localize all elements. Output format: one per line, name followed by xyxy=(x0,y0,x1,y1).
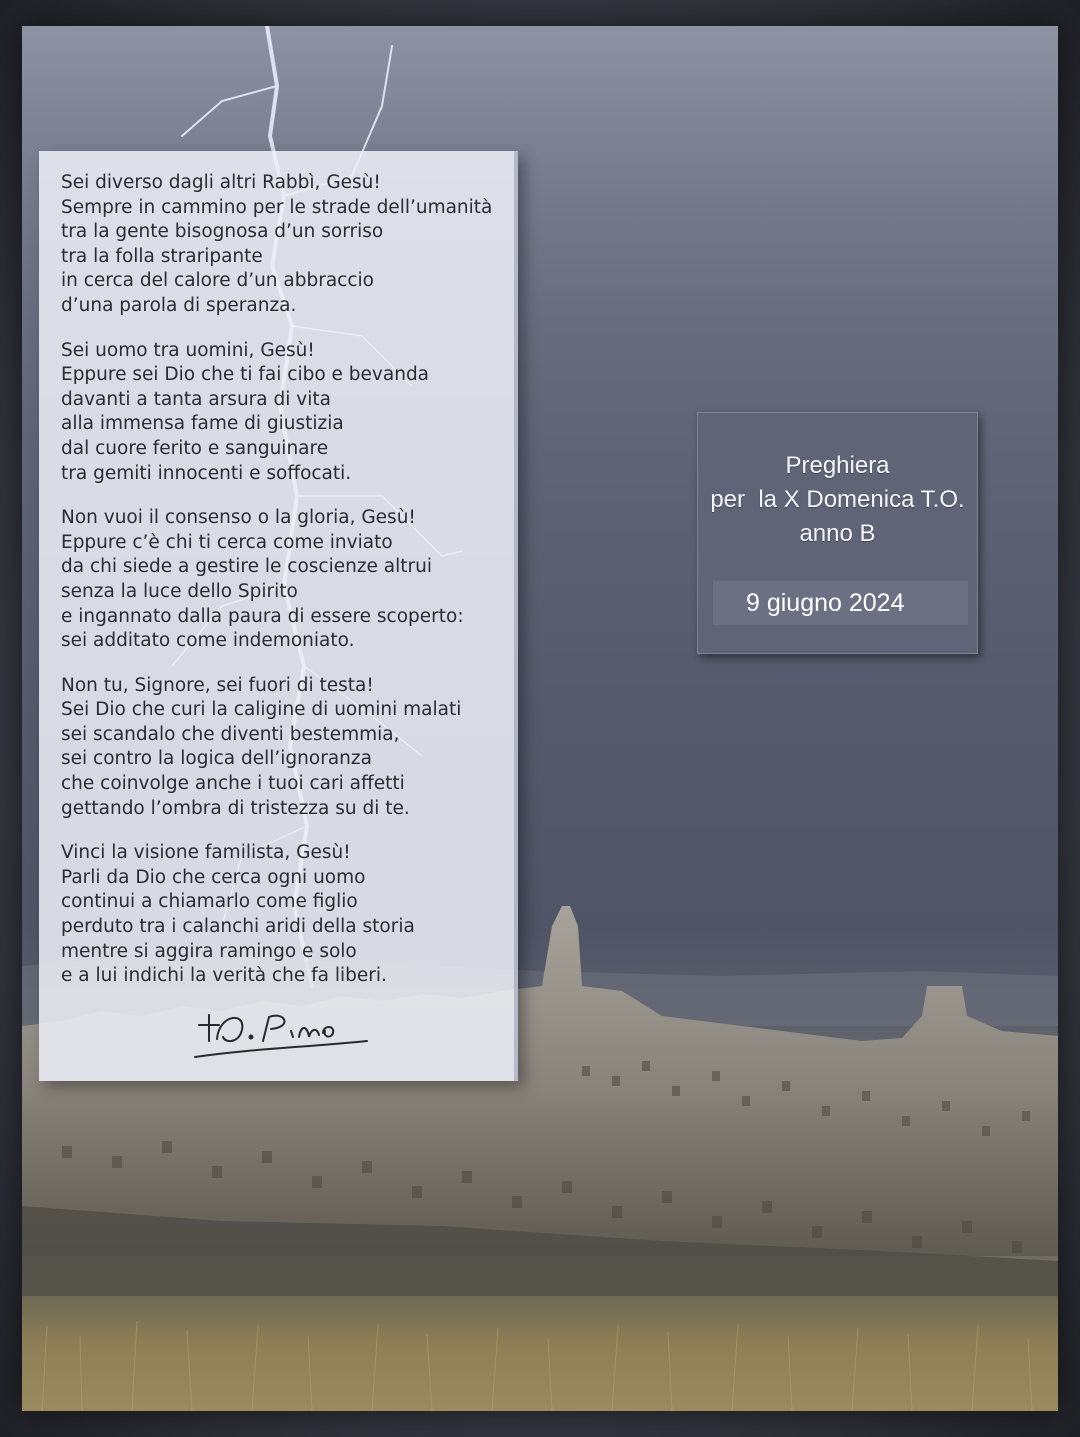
poem-line: Sempre in cammino per le strade dell’umanità xyxy=(61,196,493,218)
poem-line: in cerca del calore d’un abbraccio xyxy=(61,270,374,292)
poem-line: Sei uomo tra uomini, Gesù! xyxy=(61,339,315,361)
poem-line: sei scandalo che diventi bestemmia, xyxy=(61,723,400,745)
field xyxy=(22,1296,1058,1411)
date-bar xyxy=(713,581,968,625)
poem-line: sei contro la logica dell’ignoranza xyxy=(61,748,372,770)
stanza xyxy=(61,171,501,319)
stanza xyxy=(61,339,501,487)
date-text: 9 giugno 2024 xyxy=(746,589,905,617)
poem-line: senza la luce dello Spirito xyxy=(61,580,298,602)
poem-line: che coinvolge anche i tuoi cari affetti xyxy=(61,773,405,795)
poem-line: Vinci la visione familista, Gesù! xyxy=(61,842,351,864)
title-line: per la X Domenica T.O. xyxy=(710,486,965,513)
poem-line: d’una parola di speranza. xyxy=(61,294,297,316)
poem-line: dal cuore ferito e sanguinare xyxy=(61,437,329,459)
stanza xyxy=(61,506,501,654)
poem-line: da chi siede a gestire le coscienze altrui xyxy=(61,556,433,578)
title-line: anno B xyxy=(799,520,876,547)
poem-line: Eppure c’è chi ti cerca come inviato xyxy=(61,531,393,553)
poem-panel xyxy=(39,151,518,1081)
poem-line: tra la gente bisognosa d’un sorriso xyxy=(61,221,384,243)
poem-line: e a lui indichi la verità che fa liberi. xyxy=(61,965,387,987)
stanza xyxy=(61,841,501,989)
poem-line: Parli da Dio che cerca ogni uomo xyxy=(61,866,366,888)
poem-line: perduto tra i calanchi aridi della storia xyxy=(61,916,415,938)
poem-line: continui a chiamarlo come figlio xyxy=(61,891,358,913)
poem-line: davanti a tanta arsura di vita xyxy=(61,388,331,410)
title-text xyxy=(698,449,977,551)
poem-line: gettando l’ombra di tristezza su di te. xyxy=(61,797,410,819)
poem-line: alla immensa fame di giustizia xyxy=(61,413,344,435)
title-box xyxy=(697,412,978,654)
poem-line: Non vuoi il consenso o la gloria, Gesù! xyxy=(61,507,416,529)
poem-line: mentre si aggira ramingo e solo xyxy=(61,940,357,962)
title-line: Preghiera xyxy=(785,452,890,479)
poem-line: Non tu, Signore, sei fuori di testa! xyxy=(61,674,374,696)
poem-line: tra la folla straripante xyxy=(61,245,263,267)
stanza xyxy=(61,674,501,822)
poem-line: Sei diverso dagli altri Rabbì, Gesù! xyxy=(61,172,381,193)
signature xyxy=(189,1003,379,1067)
poem-line: sei additato come indemoniato. xyxy=(61,630,355,652)
poem-line: tra gemiti innocenti e soffocati. xyxy=(61,462,352,484)
poem-text xyxy=(61,171,501,1009)
poem-line: e ingannato dalla paura di essere scoperto: xyxy=(61,605,464,627)
poem-line: Eppure sei Dio che ti fai cibo e bevanda xyxy=(61,364,430,386)
poem-line: Sei Dio che curi la caligine di uomini malati xyxy=(61,699,462,721)
